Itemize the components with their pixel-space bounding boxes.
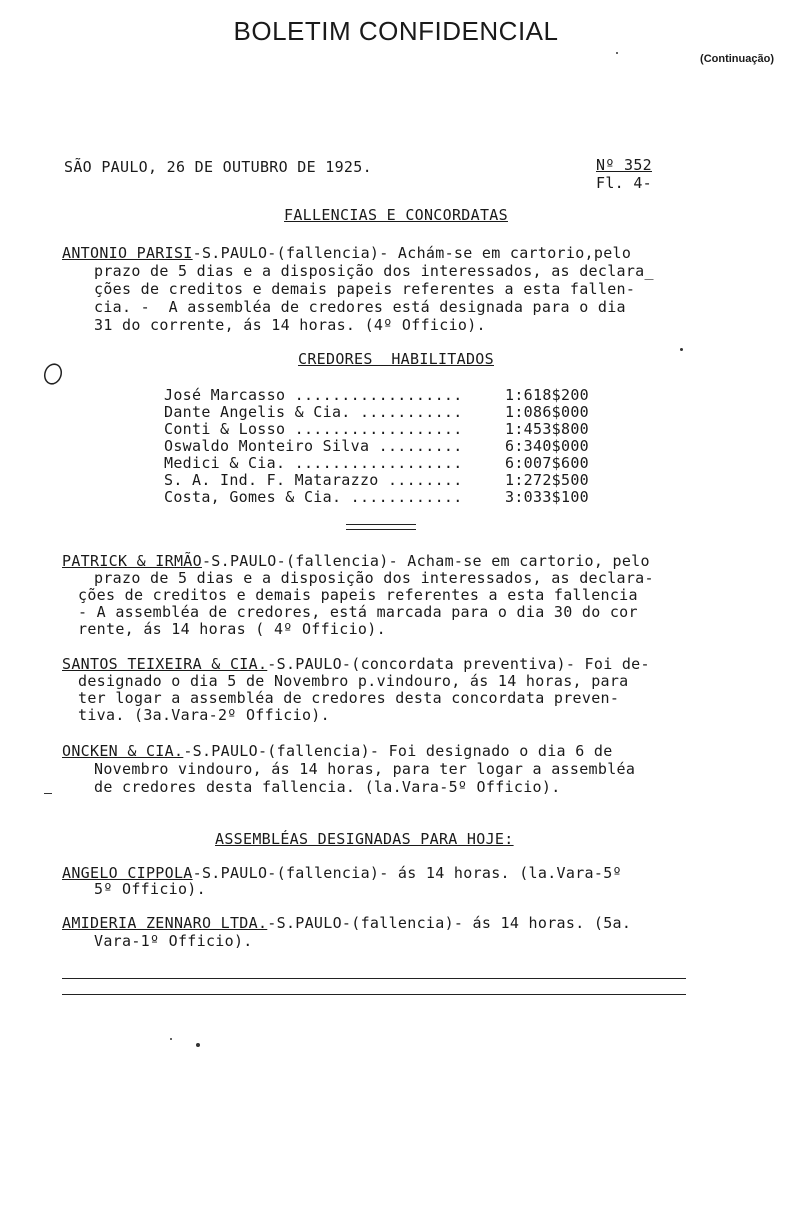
entry-line: designado o dia 5 de Novembro p.vindouro, ás 14 horas, para	[78, 672, 629, 690]
entry-line: -S.PAULO-(fallencia)- ás 14 horas. (5a.	[267, 914, 632, 932]
entry-name: ONCKEN & CIA.	[62, 742, 184, 760]
creditor-name: S. A. Ind. F. Matarazzo ........	[164, 471, 463, 489]
creditor-amount: 1:086$000	[505, 403, 589, 421]
entry-name: ANTONIO PARISI	[62, 244, 193, 262]
continuation-note: (Continuação)	[700, 53, 774, 65]
entry-line: cia. - A assembléa de credores está designada para o dia	[94, 298, 626, 316]
scan-speck	[170, 1038, 172, 1040]
entry-name: AMIDERIA ZENNARO LTDA.	[62, 914, 268, 932]
scan-speck	[616, 52, 618, 54]
creditor-amount: 3:033$100	[505, 488, 589, 506]
scan-speck	[44, 793, 52, 794]
margin-circle-mark	[38, 360, 68, 390]
entry-line: -S.PAULO-(fallencia)- Foi designado o dia 6 de	[183, 742, 613, 760]
section-title-fallencias: FALLENCIAS E CONCORDATAS	[284, 206, 508, 224]
entry-line: -S.PAULO-(fallencia)- Achám-se em cartorio,pelo	[192, 244, 632, 262]
creditor-amount: 1:453$800	[505, 420, 589, 438]
entry-line: Vara-1º Officio).	[94, 932, 253, 950]
document-title: BOLETIM CONFIDENCIAL	[233, 16, 559, 46]
creditors-title: CREDORES HABILITADOS	[298, 350, 494, 368]
entry-line: ter logar a assembléa de credores desta concordata preven-	[78, 689, 620, 707]
bulletin-number: Nº 352	[596, 156, 652, 174]
entry-line: 5º Officio).	[94, 880, 206, 898]
bottom-rule	[62, 994, 686, 995]
entry-line: rente, ás 14 horas ( 4º Officio).	[78, 620, 386, 638]
scan-speck	[196, 1043, 200, 1047]
creditor-name: Oswaldo Monteiro Silva .........	[164, 437, 463, 455]
creditor-name: Medici & Cia. ..................	[164, 454, 463, 472]
creditor-name: Conti & Losso ..................	[164, 420, 463, 438]
place-date: SÃO PAULO, 26 DE OUTUBRO DE 1925.	[64, 158, 372, 176]
creditor-amount: 1:272$500	[505, 471, 589, 489]
entry-line: - A assembléa de credores, está marcada para o dia 30 do cor	[78, 603, 638, 621]
entry-line: prazo de 5 dias e a disposição dos interessados, as declara-	[94, 569, 654, 587]
entry-line: tiva. (3a.Vara-2º Officio).	[78, 706, 330, 724]
entry-line: ções de creditos e demais papeis referentes a esta fallen-	[94, 280, 636, 298]
entry-line: de credores desta fallencia. (la.Vara-5º Officio).	[94, 778, 561, 796]
entry-name: ANGELO CIPPOLA	[62, 864, 193, 882]
creditor-amount: 6:340$000	[505, 437, 589, 455]
creditor-name: José Marcasso ..................	[164, 386, 463, 404]
entry-line: -S.PAULO-(concordata preventiva)- Foi de-	[267, 655, 650, 673]
creditor-amount: 6:007$600	[505, 454, 589, 472]
entry-name: SANTOS TEIXEIRA & CIA.	[62, 655, 268, 673]
scan-speck	[680, 348, 683, 351]
entry-line: prazo de 5 dias e a disposição dos interessados, as declara_	[94, 262, 654, 280]
entry-line: Novembro vindouro, ás 14 horas, para ter logar a assembléa	[94, 760, 636, 778]
separator-rule	[346, 529, 416, 530]
folio-number: Fl. 4-	[596, 174, 652, 192]
entry-line: 31 do corrente, ás 14 horas. (4º Officio).	[94, 316, 486, 334]
creditor-name: Dante Angelis & Cia. ...........	[164, 403, 463, 421]
creditor-name: Costa, Gomes & Cia. ............	[164, 488, 463, 506]
entry-line: -S.PAULO-(fallencia)- Acham-se em cartorio, pelo	[201, 552, 650, 570]
section-title-assembleas: ASSEMBLÉAS DESIGNADAS PARA HOJE:	[215, 830, 514, 848]
entry-line: ções de creditos e demais papeis referentes a esta fallencia	[78, 586, 638, 604]
entry-line: -S.PAULO-(fallencia)- ás 14 horas. (la.Vara-5º	[192, 864, 622, 882]
entry-name: PATRICK & IRMÃO	[62, 552, 202, 570]
bottom-rule	[62, 978, 686, 979]
creditor-amount: 1:618$200	[505, 386, 589, 404]
separator-rule	[346, 524, 416, 525]
